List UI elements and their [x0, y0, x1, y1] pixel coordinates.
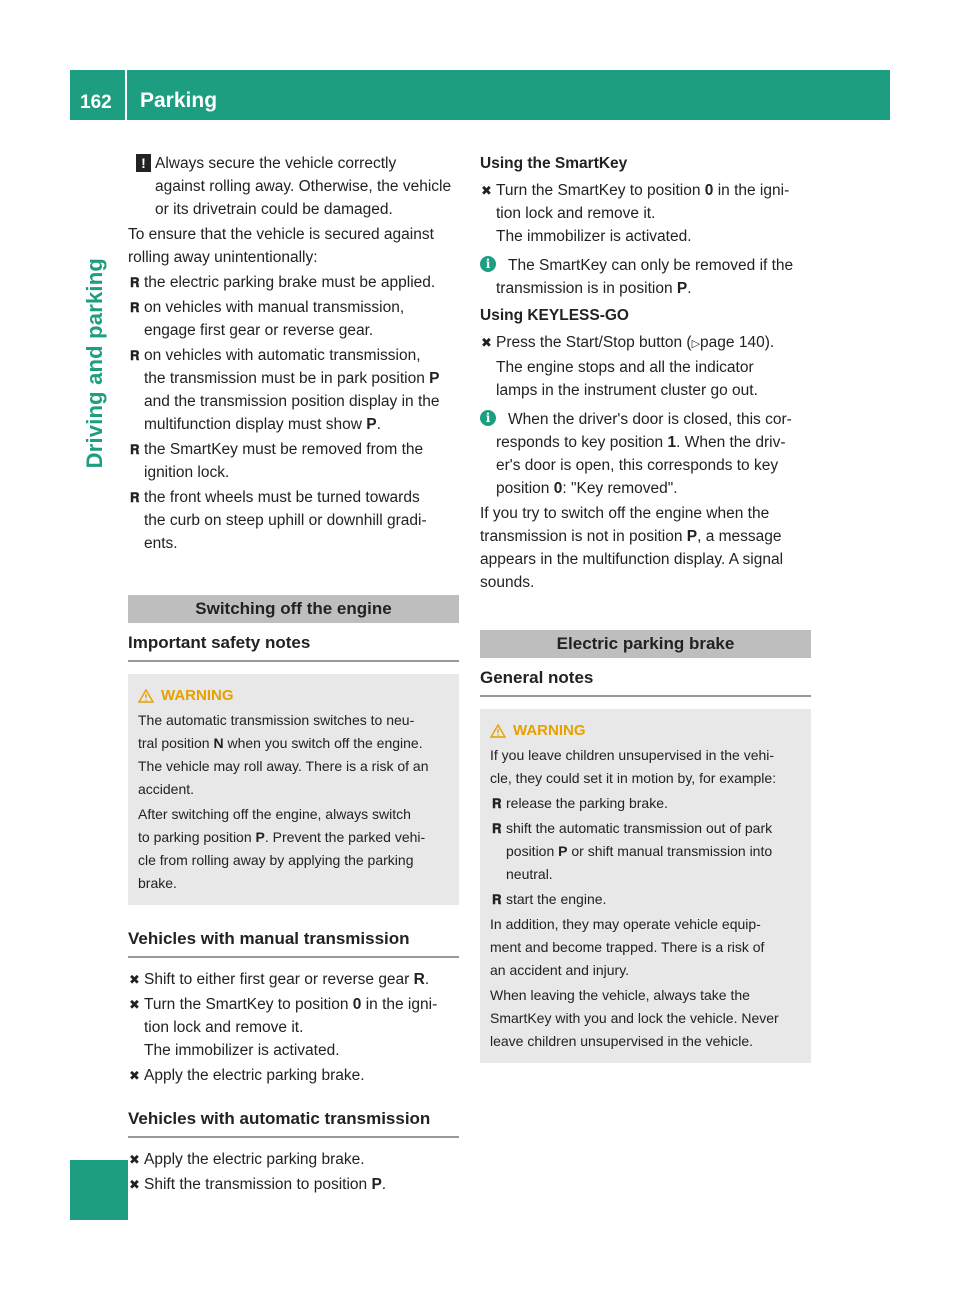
text-run: tral position — [138, 735, 214, 751]
list-item-text: release the parking brake. — [506, 795, 668, 811]
warning-paragraph — [490, 913, 803, 982]
text-run: Shift to either first gear or reverse gear — [144, 971, 414, 988]
body-line — [480, 525, 811, 548]
list-item-text — [144, 367, 459, 390]
warning-title — [138, 684, 451, 707]
warning-paragraph — [138, 803, 451, 895]
bullet-icon: 𝐑 — [130, 300, 140, 315]
step-text: The immobilizer is activated. — [144, 1042, 340, 1059]
list-item — [128, 344, 459, 436]
header-divider — [125, 70, 127, 120]
list-item-text: shift the automatic transmission out of park — [506, 820, 773, 836]
text-run: to parking position — [138, 829, 256, 845]
list-item-text: engage first gear or reverse gear. — [144, 322, 374, 339]
warning-line: accident. — [138, 781, 195, 797]
step-text — [144, 968, 459, 991]
warning-box — [128, 674, 459, 905]
step-text: lamps in the instrument cluster go out. — [496, 382, 758, 399]
subheading: Vehicles with manual transmission — [128, 927, 459, 958]
list-item-text: neutral. — [506, 866, 553, 882]
warning-paragraph — [138, 709, 451, 801]
warning-line — [138, 826, 451, 849]
bullet-icon: 𝐑 — [492, 796, 502, 811]
list-item — [128, 296, 459, 342]
info-text — [496, 277, 811, 300]
page-number: 162 — [80, 92, 112, 113]
body-line: sounds. — [480, 574, 535, 591]
body-paragraph — [480, 502, 811, 594]
bold-value: P — [429, 370, 440, 387]
list-item-text — [144, 413, 459, 436]
warning-paragraph — [490, 744, 803, 790]
text-run: in the igni- — [713, 182, 790, 199]
bold-value: P — [371, 1176, 382, 1193]
intro-line: To ensure that the vehicle is secured against — [128, 226, 434, 243]
warning-line: cle, they could set it in motion by, for example: — [490, 770, 777, 786]
right-column — [480, 152, 811, 1063]
warning-line: When leaving the vehicle, always take the — [490, 987, 750, 1003]
bold-value: P — [676, 280, 688, 297]
bullet-icon: 𝐑 — [130, 490, 140, 505]
text-run: . Prevent the parked vehi- — [264, 829, 426, 845]
info-text — [496, 431, 811, 454]
warning-line: leave children unsupervised in the vehicle. — [490, 1033, 754, 1049]
arrow-right-icon: ✖ — [481, 335, 492, 350]
bold-value: P — [558, 843, 568, 859]
text-run: . When the driv- — [676, 434, 786, 451]
arrow-right-icon: ✖ — [129, 972, 140, 987]
warning-line: The vehicle may roll away. There is a risk of an — [138, 758, 429, 774]
page-ref-triangle-icon[interactable]: ▷ — [691, 338, 701, 350]
page-reference-link[interactable]: page 140). — [700, 334, 775, 351]
info-text: er's door is open, this corresponds to key — [496, 457, 779, 474]
text-run: position — [496, 480, 554, 497]
list-item-text: the curb on steep uphill or downhill gradi- — [144, 512, 427, 529]
bullet-icon: 𝐑 — [492, 821, 502, 836]
step-text: tion lock and remove it. — [144, 1019, 304, 1036]
list-item-text: the front wheels must be turned towards — [144, 489, 420, 506]
warning-line: The automatic transmission switches to neu- — [138, 712, 415, 728]
warning-line: an accident and injury. — [490, 962, 630, 978]
side-label: Driving and parking — [82, 258, 107, 469]
subheading: Important safety notes — [128, 631, 459, 662]
bullet-icon: 𝐑 — [130, 348, 140, 363]
bullet-icon: 𝐑 — [130, 275, 140, 290]
arrow-right-icon: ✖ — [481, 183, 492, 198]
bold-value: 0 — [553, 480, 563, 497]
warning-triangle-icon — [490, 724, 506, 738]
bold-value: P — [366, 416, 377, 433]
text-run: in the igni- — [361, 996, 438, 1013]
list-item-text: on vehicles with automatic transmission, — [144, 347, 421, 364]
text-run: , a message — [697, 528, 782, 545]
warning-line: cle from rolling away by applying the parking — [138, 852, 414, 868]
info-note — [480, 254, 811, 300]
arrow-right-icon: ✖ — [129, 1068, 140, 1083]
step — [128, 1173, 459, 1196]
list-item-text — [506, 840, 803, 863]
text-run: or shift manual transmission into — [567, 843, 773, 859]
text-run: . — [376, 416, 381, 433]
bold-value: P — [686, 528, 698, 545]
intro-text — [128, 223, 459, 269]
text-run: Press the Start/Stop button ( — [496, 334, 692, 351]
arrow-right-icon: ✖ — [129, 1177, 140, 1192]
subheading: General notes — [480, 666, 811, 697]
body-line: appears in the multifunction display. A signal — [480, 551, 784, 568]
step — [128, 1064, 459, 1087]
list-item-text: on vehicles with manual transmission, — [144, 299, 405, 316]
caution-line: against rolling away. Otherwise, the vehicle — [155, 178, 452, 195]
text-run: . — [687, 280, 692, 297]
list-item-text: and the transmission position display in the — [144, 393, 440, 410]
section-heading: Switching off the engine — [128, 595, 459, 623]
warning-label: WARNING — [161, 687, 234, 704]
bold-value: R — [413, 971, 425, 988]
text-run: Shift the transmission to position — [144, 1176, 372, 1193]
step-text: The engine stops and all the indicator — [496, 359, 754, 376]
warning-line: In addition, they may operate vehicle equip- — [490, 916, 761, 932]
step — [128, 968, 459, 991]
bold-value: N — [213, 735, 224, 751]
list-item — [490, 888, 803, 911]
side-tab — [70, 1160, 128, 1220]
intro-line: rolling away unintentionally: — [128, 249, 318, 266]
caution-note — [128, 152, 459, 221]
step-text — [496, 331, 811, 356]
arrow-right-icon: ✖ — [129, 997, 140, 1012]
list-item-text: ignition lock. — [144, 464, 230, 481]
bullet-icon: 𝐑 — [130, 442, 140, 457]
warning-line: brake. — [138, 875, 177, 891]
step-text: Apply the electric parking brake. — [144, 1151, 365, 1168]
text-run: . — [381, 1176, 387, 1193]
step — [128, 1148, 459, 1171]
text-run: : "Key removed". — [562, 480, 678, 497]
text-run: transmission is not in position — [480, 528, 687, 545]
step — [480, 331, 811, 402]
caution-line: or its drivetrain could be damaged. — [155, 201, 393, 218]
text-run: . — [424, 971, 430, 988]
info-note — [480, 408, 811, 500]
caution-line: Always secure the vehicle correctly — [155, 155, 397, 172]
warning-box — [480, 709, 811, 1063]
text-run: when you switch off the engine. — [223, 735, 423, 751]
exclamation-box-icon: ! — [136, 154, 151, 172]
warning-line: After switching off the engine, always switch — [138, 806, 411, 822]
step-text: The immobilizer is activated. — [496, 228, 692, 245]
warning-label: WARNING — [513, 722, 586, 739]
bold-value: 0 — [352, 996, 362, 1013]
warning-line: SmartKey with you and lock the vehicle. Never — [490, 1010, 779, 1026]
list-item — [490, 817, 803, 886]
step — [480, 179, 811, 248]
step — [128, 993, 459, 1062]
arrow-right-icon: ✖ — [129, 1152, 140, 1167]
step-text: Apply the electric parking brake. — [144, 1067, 365, 1084]
text-run: multifunction display must show — [144, 416, 367, 433]
section-heading: Electric parking brake — [480, 630, 811, 658]
list-item-text: the electric parking brake must be applied. — [144, 274, 436, 291]
info-text: The SmartKey can only be removed if the — [508, 257, 794, 274]
left-column — [128, 152, 459, 1196]
warning-line: ment and become trapped. There is a risk of — [490, 939, 765, 955]
warning-paragraph — [490, 984, 803, 1053]
step-text — [496, 179, 811, 202]
text-run: position — [506, 843, 559, 859]
subsection-heading: Using KEYLESS-GO — [480, 307, 629, 324]
section-title: Parking — [140, 89, 218, 112]
bold-value: 0 — [704, 182, 714, 199]
text-run: Turn the SmartKey to position — [496, 182, 705, 199]
subheading: Vehicles with automatic transmission — [128, 1107, 459, 1138]
warning-line — [138, 732, 451, 755]
warning-title — [490, 719, 803, 742]
list-item-text: ents. — [144, 535, 178, 552]
list-item — [128, 486, 459, 555]
text-run: responds to key position — [496, 434, 668, 451]
info-circle-icon: i — [480, 256, 496, 272]
info-circle-icon: i — [480, 410, 496, 426]
body-line: If you try to switch off the engine when the — [480, 505, 770, 522]
list-item-text: start the engine. — [506, 891, 607, 907]
text-run: Turn the SmartKey to position — [144, 996, 353, 1013]
bullet-icon: 𝐑 — [492, 892, 502, 907]
info-text — [496, 477, 811, 500]
bold-value: 1 — [667, 434, 677, 451]
step-text: tion lock and remove it. — [496, 205, 656, 222]
step-text — [144, 993, 459, 1016]
list-item-text: the SmartKey must be removed from the — [144, 441, 424, 458]
step-text — [144, 1173, 459, 1196]
list-item — [490, 792, 803, 815]
list-item — [128, 271, 459, 294]
info-text: When the driver's door is closed, this cor- — [508, 411, 792, 428]
warning-line: If you leave children unsupervised in the vehi- — [490, 747, 775, 763]
subsection-heading: Using the SmartKey — [480, 155, 628, 172]
text-run: transmission is in position — [496, 280, 677, 297]
list-item — [128, 438, 459, 484]
warning-triangle-icon — [138, 689, 154, 703]
text-run: the transmission must be in park position — [144, 370, 430, 387]
bold-value: P — [255, 829, 265, 845]
